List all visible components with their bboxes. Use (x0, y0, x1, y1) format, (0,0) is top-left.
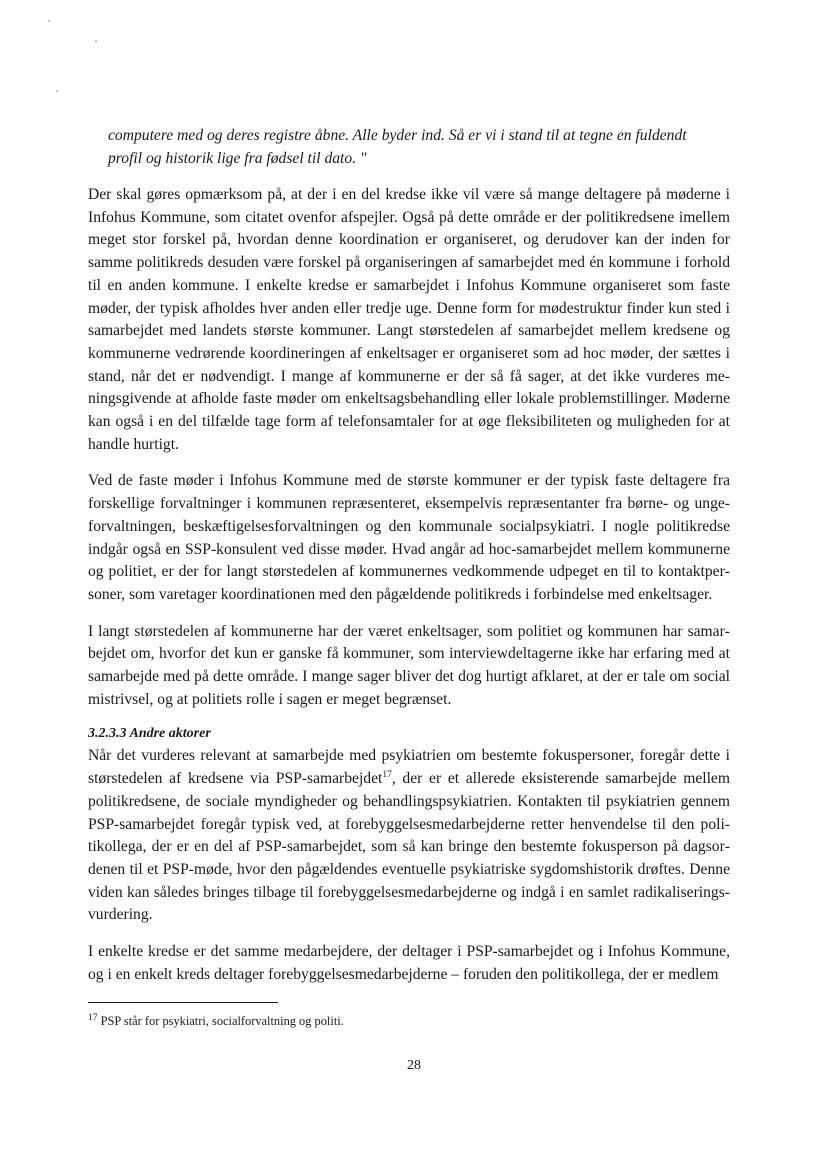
scan-speck (48, 20, 50, 22)
block-quote (108, 124, 730, 170)
page-body (88, 124, 730, 1001)
paragraph-4-text-start: Når det vurderes relevant at samarbejde med psykiatrien om bestemte fokuspersoner, foregår dette i størstedelen af kredsene via PSP-samarbejdet (88, 747, 730, 788)
paragraph-5: I enkelte kredse er det samme medarbejdere, der deltager i PSP-samarbejdet og i Infohus Kommune, og i en enkelt kreds deltager forebyggelsesmedarbejderne – foruden den politikollega, der er medlem (88, 943, 730, 983)
footnote-reference: 17 (382, 769, 392, 780)
paragraph-1: Der skal gøres opmærksom på, at der i en del kredse ikke vil være så mange deltagere på møderne i Infohus Kommune, som citatet ovenfor afspejler. Også på dette område er der politikredsene imellem meget stor forskel på, hvordan denne koordination er organiseret, og derudover kan der inden for samme politikreds desuden være forskel på organiseringen af samarbejdet med én kommune i forhold til en anden kommune. I enkelte kredse er samarbejdet i Infohus Kommune organiseret som faste møder, der typisk afholdes hver anden eller tredje uge. Denne form for mødestruktur finder kun sted i samarbejdet med landets største kommuner. Langt størstedelen af samarbejdet mellem kredsene og kommunerne vedrørende koordineringen af enkeltsager er organiseret som ad hoc møder, der sættes i stand, når det er nødvendigt. I mange af kommunerne er der så få sager, at det ikke vurderes meningsgivende at afholde faste møder om enkeltsagsbehandling eller lokale problemstillinger. Møderne kan også i en del tilfælde tage form af telefonsamtaler for at øge fleksibiliteten og muligheden for at handle hurtigt. (88, 186, 730, 453)
section-heading: 3.2.3.3 Andre aktorer (88, 726, 211, 742)
paragraph-4-text-end: , der er et allerede eksisterende samarbejde mellem politikredsene, de sociale myndigheder og behandlingspsykiatrien. Kontakten til psykiatrien gennem PSP-samarbejdet foregår typisk ved, at forebyggelsesmedarbejderne retter henvendelse til den politikollega, der er en del af PSP-samarbejdet, som så kan bringe den bestemte fokusperson på dagsordenen til et PSP-møde, hvor den pågældendes eventuelle psykiatriske sygdomshistorik drøftes. Denne viden kan således bringes tilbage til forebyggelsesmedarbejderne og indgå i en samlet radikaliseringsvurdering. (88, 770, 730, 924)
page-number: 28 (407, 1058, 421, 1073)
paragraph-4 (88, 745, 730, 927)
scan-speck (95, 40, 97, 42)
footnote-divider (88, 1002, 278, 1003)
scan-speck (56, 90, 58, 92)
footnote-marker: 17 (88, 1012, 98, 1023)
quote-line-2: profil og historik lige fra fødsel til dato. " (108, 150, 367, 167)
paragraph-2: Ved de faste møder i Infohus Kommune med de største kommuner er der typisk faste deltagere fra forskellige forvaltninger i kommunen repræsenteret, eksempelvis repræsentanter fra børne- og ungeforvaltningen, beskæftigelsesforvaltningen og den kommunale socialpsykiatri. I nogle politikredse indgår også en SSP-konsulent ved disse møder. Hvad angår ad hoc-samarbejdet mellem kommunerne og politiet, er der for langt størstedelen af kommunernes vedkommende udpeget en til to kontaktpersoner, som varetager koordinationen med den pågældende politikreds i forbindelse med enkeltsager. (88, 472, 730, 603)
footnote-text: PSP står for psykiatri, socialforvaltning og politi. (97, 1014, 344, 1028)
footnote (88, 1013, 344, 1029)
quote-line-1: computere med og deres registre åbne. Alle byder ind. Så er vi i stand til at tegne en fuldendt (108, 127, 687, 144)
paragraph-3: I langt størstedelen af kommunerne har der været enkeltsager, som politiet og kommunen har samarbejdet om, hvorfor det kun er ganske få kommuner, som interviewdeltagerne ikke har erfaring med at samarbejde med på dette område. I mange sager bliver det dog hurtigt afklaret, at der er tale om social mistrivsel, og at politiets rolle i sagen er meget begrænset. (88, 622, 730, 708)
